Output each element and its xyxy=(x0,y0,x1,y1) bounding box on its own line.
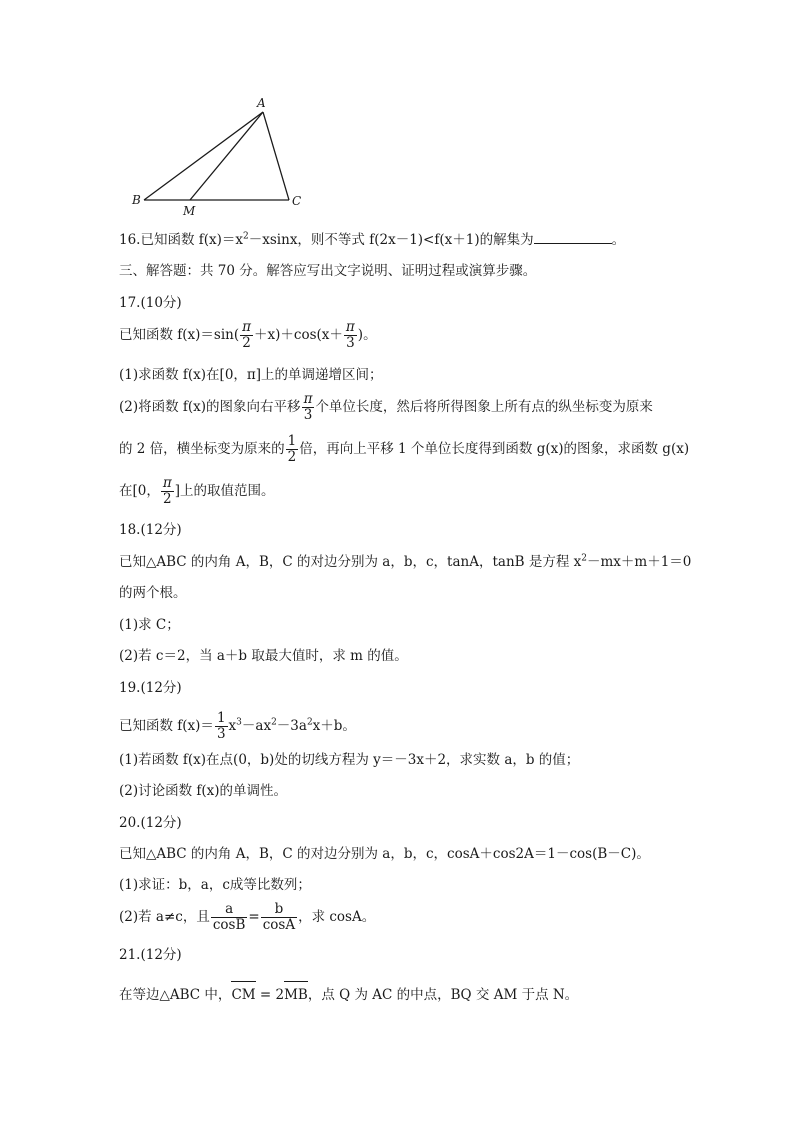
frac-den: 2 xyxy=(287,449,297,465)
q20-frac-b-cosA xyxy=(261,902,297,933)
q17-given-c: )。 xyxy=(357,327,377,343)
q16-part-c: 。 xyxy=(611,232,626,248)
vector-MB xyxy=(284,987,308,1003)
q17-p2-e: 在[0， xyxy=(119,483,160,499)
q21-given xyxy=(119,987,578,1003)
frac-den: 3 xyxy=(303,407,313,423)
q19-given-b: x xyxy=(228,718,237,734)
q17-p2-d: 倍，再向上平移 1 个单位长度得到函数 g(x)的图象，求函数 g(x) xyxy=(299,441,690,457)
segment-AC xyxy=(263,112,289,200)
frac-num: 1 xyxy=(287,433,297,449)
q16-sup: 2 xyxy=(243,231,249,242)
frac-num: a xyxy=(211,902,248,918)
q19-given-a: 已知函数 f(x)＝ xyxy=(119,718,214,734)
q20-header: 20.(12分) xyxy=(119,815,182,831)
q20-given: 已知△ABC 的内角 A，B，C 的对边分别为 a，b，c，cosA＋cos2A＝1－cos(B－C)。 xyxy=(119,846,650,862)
q19-part1: (1)若函数 f(x)在点(0，b)处的切线方程为 y＝－3x＋2，求实数 a，b 的值； xyxy=(119,752,580,768)
q21-header: 21.(12分) xyxy=(119,947,182,963)
q17-given-a: 已知函数 f(x)＝sin( xyxy=(119,327,240,343)
q17-p2-f: ]上的取值范围。 xyxy=(174,483,275,499)
q20-equals: = xyxy=(248,909,260,925)
q18-header: 18.(12分) xyxy=(119,522,182,538)
q17-part2-line2 xyxy=(119,434,689,465)
frac-den: 3 xyxy=(216,726,226,742)
frac-den: cosB xyxy=(212,917,246,933)
q18-part1: (1)求 C； xyxy=(119,617,180,633)
q18-given-b: －mx＋m＋1＝0 xyxy=(586,554,692,570)
q19-frac-1-3 xyxy=(215,711,228,742)
q19-header: 19.(12分) xyxy=(119,680,182,696)
q18-part2: (2)若 c＝2，当 a＋b 取最大值时，求 m 的值。 xyxy=(119,648,408,664)
q17-given-b: ＋x)＋cos(x＋ xyxy=(254,327,343,343)
q17-p2-frac-pi-2 xyxy=(161,476,174,507)
q17-p2-c: 的 2 倍，横坐标变为原来的 xyxy=(119,441,285,457)
q19-given-d: －3a xyxy=(276,718,307,734)
frac-num: π xyxy=(242,319,252,335)
q19-given-e: x＋b。 xyxy=(312,718,356,734)
q17-p2-b: 个单位长度，然后将所得图象上所有点的纵坐标变为原来 xyxy=(315,399,653,415)
vector-CM xyxy=(231,987,255,1003)
label-A: A xyxy=(257,96,266,110)
segment-AB xyxy=(144,112,263,200)
q21-given-b: ，点 Q 为 AC 的中点，BQ 交 AM 于点 N。 xyxy=(307,987,579,1003)
vector-arrow-icon xyxy=(284,981,308,987)
q17-p2-a: (2)将函数 f(x)的图象向右平移 xyxy=(119,399,301,415)
segment-AM xyxy=(190,112,263,200)
q19-given xyxy=(119,711,356,742)
q18-given-cont: 的两个根。 xyxy=(119,585,187,601)
q17-given xyxy=(119,320,377,351)
q17-part1: (1)求函数 f(x)在[0，π]上的单调递增区间； xyxy=(119,367,383,383)
q19-part2: (2)讨论函数 f(x)的单调性。 xyxy=(119,783,288,799)
q18-given xyxy=(119,554,691,570)
frac-num: π xyxy=(303,391,313,407)
vector-MB-label: MB xyxy=(284,987,308,1003)
triangle-figure xyxy=(125,95,315,220)
q17-p2-frac-pi-3 xyxy=(302,392,315,423)
q19-sup2: 2 xyxy=(271,717,277,728)
q20-p2-b: ，求 cosA。 xyxy=(298,909,376,925)
q16-text xyxy=(119,231,625,248)
frac-den: 2 xyxy=(242,335,251,351)
q17-header: 17.(10分) xyxy=(119,295,182,311)
frac-num: π xyxy=(162,475,172,491)
vector-arrow-icon xyxy=(231,981,255,987)
frac-den: cosA xyxy=(262,917,296,933)
q16-part-b: －xsinx，则不等式 f(2x－1)<f(x＋1)的解集为 xyxy=(248,232,534,248)
label-C: C xyxy=(292,194,302,208)
q17-frac-pi-2 xyxy=(240,320,253,351)
q18-given-a: 已知△ABC 的内角 A，B，C 的对边分别为 a，b，c，tanA，tanB 是方程 x xyxy=(119,554,582,570)
section-3-heading: 三、解答题：共 70 分。解答应写出文字说明、证明过程或演算步骤。 xyxy=(119,263,537,279)
q17-p2-frac-1-2 xyxy=(286,434,299,465)
frac-num: 1 xyxy=(216,710,226,726)
q19-sup1: 3 xyxy=(236,717,242,728)
q18-sup: 2 xyxy=(581,553,587,564)
q19-sup3: 2 xyxy=(306,717,313,728)
q17-part2-line1 xyxy=(119,392,653,423)
q20-part1: (1)求证：b，a，c成等比数列； xyxy=(119,877,311,893)
label-B: B xyxy=(132,193,141,207)
frac-den: 3 xyxy=(346,335,355,351)
vector-CM-label: CM xyxy=(231,987,256,1003)
frac-den: 2 xyxy=(163,491,172,507)
label-M: M xyxy=(183,204,196,218)
q16-part-a: 16.已知函数 f(x)＝x xyxy=(119,232,244,248)
q21-equals: = 2 xyxy=(255,987,285,1003)
q17-part2-line3 xyxy=(119,476,275,507)
answer-blank[interactable] xyxy=(534,231,612,244)
q19-given-c: －ax xyxy=(241,718,272,734)
frac-num: b xyxy=(261,902,297,918)
q21-given-a: 在等边△ABC 中， xyxy=(119,987,232,1003)
q20-frac-a-cosB xyxy=(211,902,248,933)
q17-frac-pi-3 xyxy=(344,320,357,351)
q20-part2 xyxy=(119,902,375,933)
q20-p2-a: (2)若 a≠c，且 xyxy=(119,909,210,925)
frac-num: π xyxy=(345,319,355,335)
